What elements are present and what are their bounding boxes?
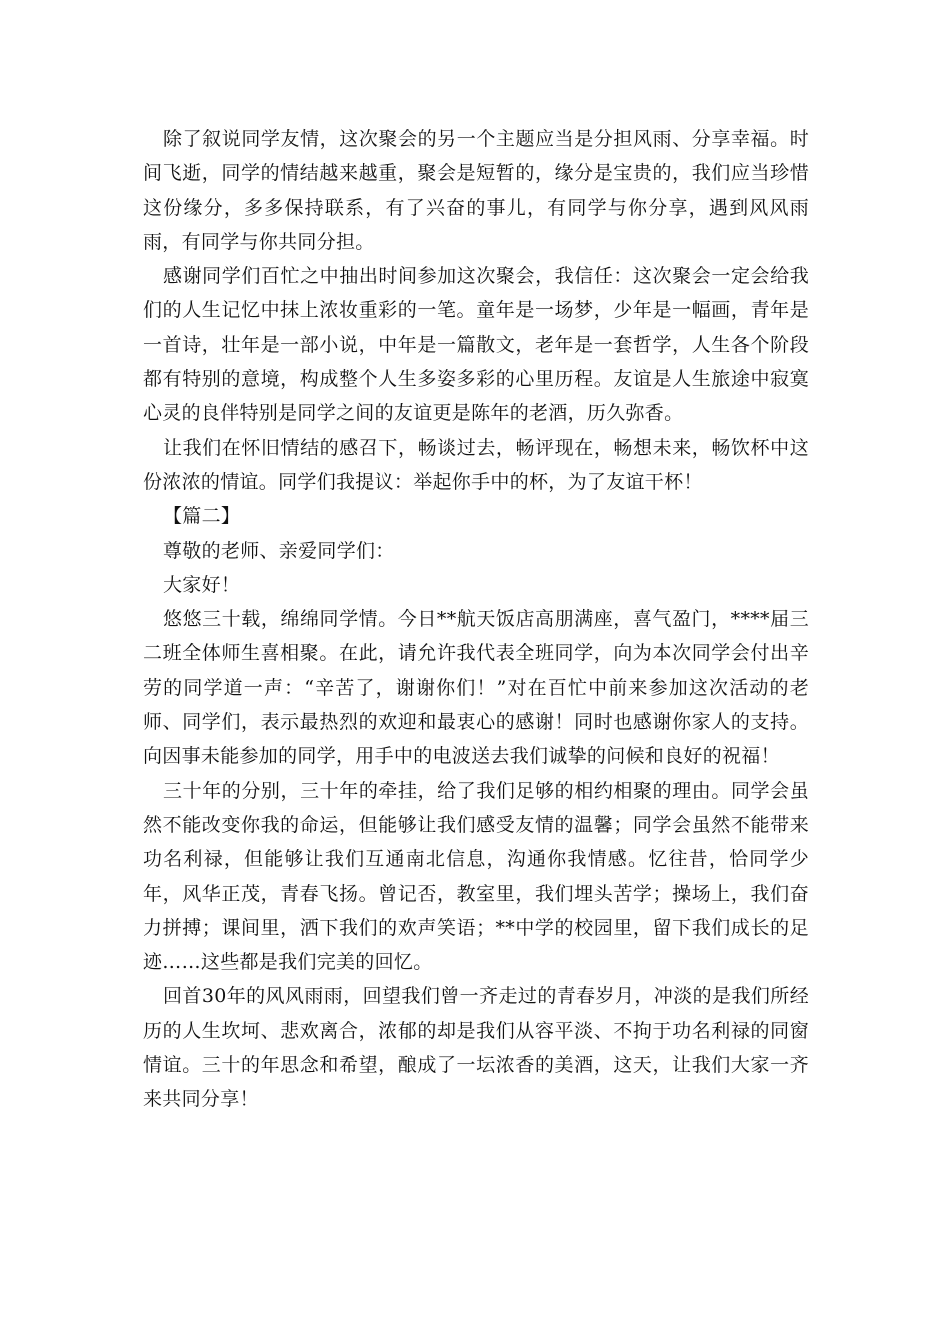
paragraph-1: 除了叙说同学友情，这次聚会的另一个主题应当是分担风雨、分享幸福。时间飞逝，同学的情结越来越重，聚会是短暂的，缘分是宝贵的，我们应当珍惜这份缘分，多多保持联系，有了兴奋的事儿，有同学与你分享，遇到风风雨雨，有同学与你共同分担。 xyxy=(143,128,809,253)
paragraph-2: 感谢同学们百忙之中抽出时间参加这次聚会，我信任：这次聚会一定会给我们的人生记忆中抹上浓妆重彩的一笔。童年是一场梦，少年是一幅画，青年是一首诗，壮年是一部小说，中年是一篇散文，老年是一套哲学，人生各个阶段都有特别的意境，构成整个人生多姿多彩的心里历程。友谊是人生旅途中寂寞心灵的良伴特别是同学之间的友谊更是陈年的老酒，历久弥香。 xyxy=(143,265,809,425)
paragraph-7: 悠悠三十载，绵绵同学情。今日**航天饭店高朋满座，喜气盈门，****届三二班全体师生喜相聚。在此，请允许我代表全班同学，向为本次同学会付出辛劳的同学道一声：“辛苦了，谢谢你们！”对在百忙中前来参加这次活动的老师、同学们，表示最热烈的欢迎和最衷心的感谢！同时也感谢你家人的支持。向因事未能参加的同学，用手中的电波送去我们诚挚的问候和良好的祝福！ xyxy=(143,608,809,768)
section-heading: 【篇二】 xyxy=(163,505,241,528)
greeting: 大家好！ xyxy=(163,573,241,596)
paragraph-3: 让我们在怀旧情结的感召下，畅谈过去，畅评现在，畅想未来，畅饮杯中这份浓浓的情谊。同学们我提议：举起你手中的杯，为了友谊干杯！ xyxy=(143,436,809,493)
paragraph-9: 回首30年的风风雨雨，回望我们曾一齐走过的青春岁月，冲淡的是我们所经历的人生坎坷、悲欢离合，浓郁的却是我们从容平淡、不拘于功名利禄的同窗情谊。三十的年思念和希望，酿成了一坛浓香的美酒，这天，让我们大家一齐来共同分享！ xyxy=(143,985,809,1111)
salutation: 尊敬的老师、亲爱同学们： xyxy=(163,539,395,562)
paragraph-8: 三十年的分别，三十年的牵挂，给了我们足够的相约相聚的理由。同学会虽然不能改变你我的命运，但能够让我们感受友情的温馨；同学会虽然不能带来功名利禄，但能够让我们互通南北信息，沟通你我情感。忆往昔，恰同学少年，风华正茂，青春飞扬。曾记否，教室里，我们埋头苦学；操场上，我们奋力拼搏；课间里，洒下我们的欢声笑语；**中学的校园里，留下我们成长的足迹……这些都是我们完美的回忆。 xyxy=(143,779,809,974)
document-body xyxy=(143,122,809,1117)
